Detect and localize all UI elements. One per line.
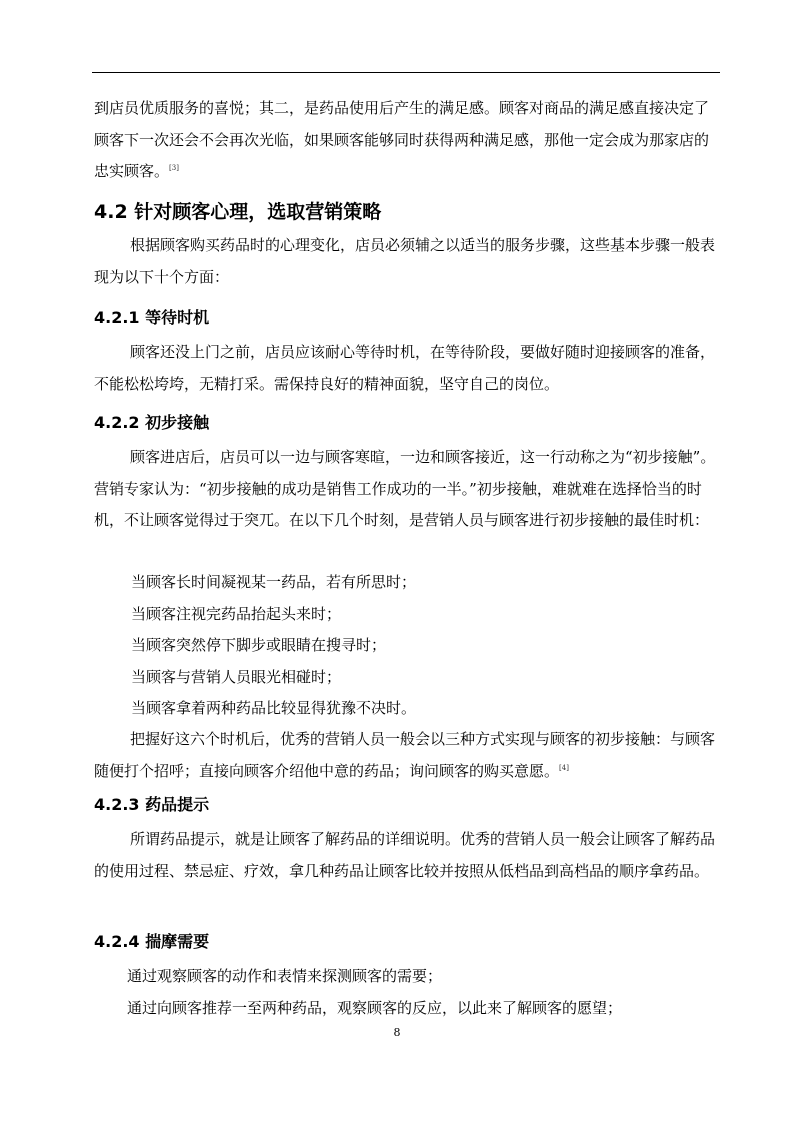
paragraph-4-2-1: 顾客还没上门之前，店员应该耐心等待时机，在等待阶段，要做好随时迎接顾客的准备，不能松松垮垮，无精打采。需保持良好的精神面貌，坚守自己的岗位。 bbox=[94, 343, 716, 393]
list-item: 当顾客注视完药品抬起头来时； bbox=[131, 604, 342, 623]
citation-4: [4] bbox=[559, 763, 569, 772]
paragraph-4-2: 根据顾客购买药品时的心理变化，店员必须辅之以适当的服务步骤，这些基本步骤一般表现为以下十个方面： bbox=[94, 236, 716, 286]
header-rule bbox=[92, 72, 720, 73]
list-item: 当顾客长时间凝视某一药品，若有所思时； bbox=[131, 573, 417, 591]
moments-list bbox=[94, 567, 722, 725]
citation-3: [3] bbox=[169, 164, 179, 172]
paragraph-intro-text: 到店员优质服务的喜悦；其二，是药品使用后产生的满足感。顾客对商品的满足感直接决定了顾客下一次还会不会再次光临，如果顾客能够同时获得两种满足感，那他一定会成为那家店的忠实顾客。 bbox=[94, 99, 710, 180]
list-item: 通过向顾客推荐一至两种药品，观察顾客的反应，以此来了解顾客的愿望； bbox=[127, 998, 623, 1017]
paragraph-4-2-3: 所谓药品提示，就是让顾客了解药品的详细说明。优秀的营销人员一般会让顾客了解药品的使用过程、禁忌症、疗效，拿几种药品让顾客比较并按照从低档品到高档品的顺序拿药品。 bbox=[94, 830, 716, 880]
list-item: 当顾客突然停下脚步或眼睛在搜寻时； bbox=[131, 636, 387, 654]
paragraph-4-2-2b: 把握好这六个时机后，优秀的营销人员一般会以三种方式实现与顾客的初步接触：与顾客随便打个招呼；直接向顾客介绍他中意的药品；询问顾客的购买意愿。[4] bbox=[94, 730, 716, 780]
needs-list bbox=[94, 961, 722, 1024]
paragraph-4-2-2: 顾客进店后，店员可以一边与顾客寒暄，一边和顾客接近，这一行动称之为“初步接触”。营销专家认为：“初步接触的成功是销售工作成功的一半。”初步接触，难就难在选择恰当的时机，不让顾客觉得过于突兀。在以下几个时刻，是营销人员与顾客进行初步接触的最佳时机： bbox=[94, 448, 716, 529]
section-heading-4-2: 4.2 针对顾客心理，选取营销策略 bbox=[94, 201, 382, 223]
list-item: 通过观察顾客的动作和表情来探测顾客的需要； bbox=[127, 967, 443, 985]
list-item: 当顾客与营销人员眼光相碰时； bbox=[131, 667, 342, 686]
heading-4-2-1: 4.2.1 等待时机 bbox=[94, 308, 210, 327]
heading-4-2-4: 4.2.4 揣摩需要 bbox=[94, 932, 210, 951]
paragraph-intro bbox=[94, 93, 722, 188]
heading-4-2-2: 4.2.2 初步接触 bbox=[94, 413, 210, 432]
heading-4-2-3: 4.2.3 药品提示 bbox=[94, 795, 210, 814]
list-item: 当顾客拿着两种药品比较显得犹豫不决时。 bbox=[131, 699, 417, 717]
page-number: 8 bbox=[393, 1026, 401, 1039]
